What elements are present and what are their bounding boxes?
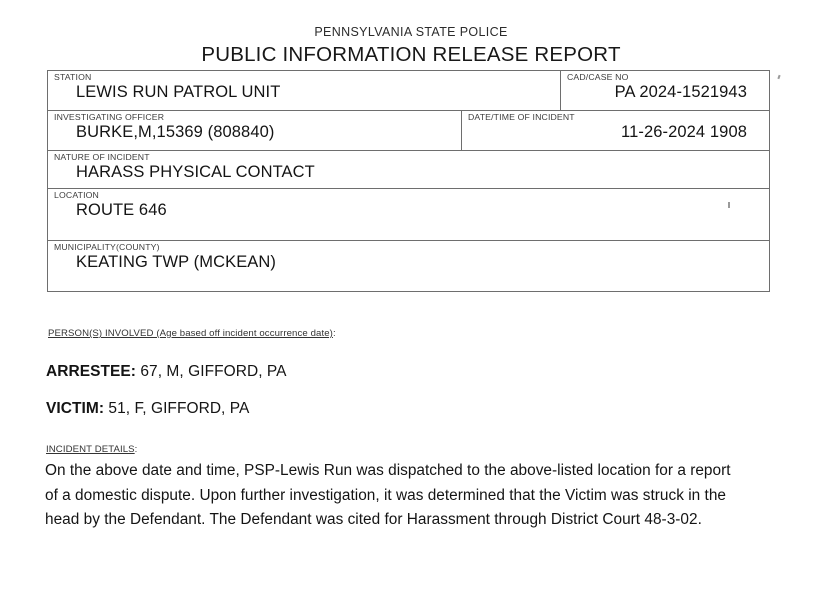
document-header (0, 25, 822, 68)
table-row (48, 111, 769, 151)
field-station-value: LEWIS RUN PATROL UNIT (76, 83, 281, 101)
field-date-time-of-incident-label: DATE/TIME OF INCIDENT (468, 112, 575, 122)
scan-artifact-speck (777, 75, 780, 79)
field-location (48, 189, 769, 240)
field-nature-of-incident (48, 151, 769, 188)
person-details: 67, M, GIFFORD, PA (136, 363, 287, 380)
person-details: 51, F, GIFFORD, PA (104, 400, 250, 417)
field-station (48, 71, 561, 110)
table-row (48, 189, 769, 241)
incident-summary-table (47, 70, 770, 292)
scan-artifact-speck (728, 202, 730, 208)
persons-involved-heading-text: PERSON(S) INVOLVED (Age based off incident occurrence date) (48, 328, 333, 339)
incident-details-heading-colon: : (134, 444, 138, 455)
field-municipality-county-label: MUNICIPALITY(COUNTY) (54, 242, 160, 252)
persons-involved-heading-colon: : (332, 328, 336, 339)
person-entry-victim (46, 400, 249, 418)
person-role-label: VICTIM: (46, 400, 105, 417)
field-investigating-officer-label: INVESTIGATING OFFICER (54, 112, 165, 122)
field-investigating-officer-value: BURKE,M,15369 (808840) (76, 123, 275, 141)
field-municipality-county (48, 241, 769, 291)
field-cad-case-no-label: CAD/CASE NO (567, 72, 629, 82)
field-location-value: ROUTE 646 (76, 201, 167, 219)
table-row (48, 241, 769, 291)
incident-details-narrative: On the above date and time, PSP-Lewis Run was dispatched to the above-listed location for a report of a domestic dispute. Upon further investigation, it was determined that the Victim was struck in the head by the Defendant. The Defendant was cited for Harassment through District Court 48-3-02. (45, 462, 731, 528)
page-title: PUBLIC INFORMATION RELEASE REPORT (201, 43, 621, 66)
table-row (48, 151, 769, 189)
field-location-label: LOCATION (54, 190, 99, 200)
field-nature-of-incident-value: HARASS PHYSICAL CONTACT (76, 163, 315, 181)
person-role-label: ARRESTEE: (46, 363, 137, 380)
field-date-time-of-incident-value: 11-26-2024 1908 (621, 123, 747, 141)
field-cad-case-no-value: PA 2024-1521943 (614, 83, 747, 101)
agency-name: PENNSYLVANIA STATE POLICE (314, 25, 508, 39)
field-cad-case-no (561, 71, 769, 110)
persons-involved-heading (48, 328, 336, 339)
incident-details-heading-text: INCIDENT DETAILS (46, 444, 135, 455)
field-nature-of-incident-label: NATURE OF INCIDENT (54, 152, 150, 162)
person-entry-arrestee (46, 363, 287, 381)
field-station-label: STATION (54, 72, 92, 82)
field-municipality-county-value: KEATING TWP (MCKEAN) (76, 253, 277, 271)
field-investigating-officer (48, 111, 462, 150)
incident-details-heading (46, 444, 137, 455)
table-row (48, 71, 769, 111)
field-date-time-of-incident (462, 111, 769, 150)
